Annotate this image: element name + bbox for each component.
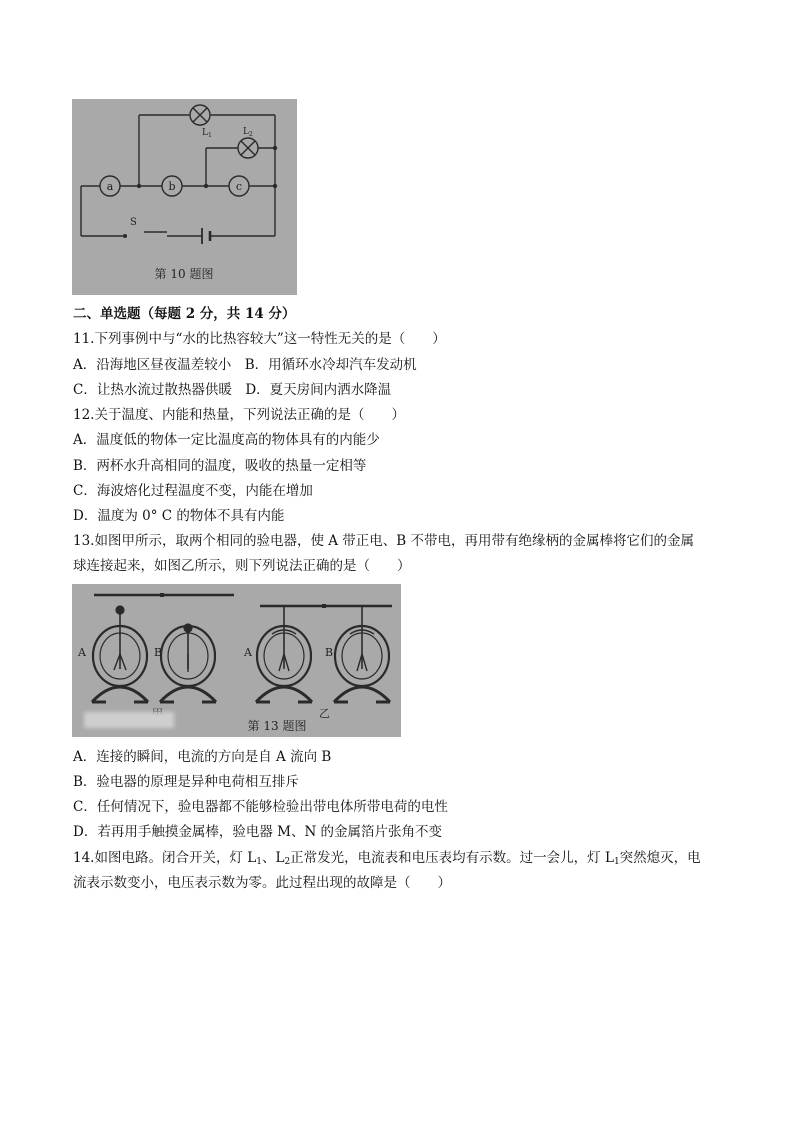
meter-c-label: c [235, 180, 243, 193]
label-yi: 乙 [319, 707, 330, 720]
circuit-diagram [72, 99, 297, 295]
figure-13-electroscopes [72, 584, 401, 737]
meter-b-label: b [168, 180, 176, 193]
q11-options-row-1: A．沿海地区昼夜温差较小 B．用循环水冷却汽车发动机 [73, 357, 417, 373]
q13-option-d: D．若再用手触摸金属棒，验电器 M、N 的金属箔片张角不变 [73, 824, 443, 840]
section-2-heading: 二、单选题（每题 2 分，共 14 分） [73, 306, 296, 322]
label-b-yi: B [325, 646, 334, 659]
label-b-jia: B [154, 646, 163, 659]
q13-option-b: B．验电器的原理是异种电荷相互排斥 [73, 774, 299, 790]
lamp-l1-label: $L_1$ [202, 128, 212, 139]
q14-stem-line-1: 14.如图电路。闭合开关，灯 $L_1$、$L_2$正常发光，电流表和电压表均有示数。过一会儿，灯 $L_1$突然熄灭，电 [73, 850, 701, 867]
q12-option-b: B．两杯水升高相同的温度，吸收的热量一定相等 [73, 458, 367, 474]
switch-s-label: S [130, 217, 137, 228]
q11-options-row-2: C．让热水流过散热器供暖 D．夏天房间内洒水降温 [73, 382, 392, 398]
figure-10-circuit [72, 99, 297, 295]
label-a-jia: A [78, 646, 86, 659]
q13-option-a: A．连接的瞬间，电流的方向是自 A 流向 B [73, 749, 332, 765]
q12-stem: 12.关于温度、内能和热量，下列说法正确的是（ ） [73, 407, 405, 423]
watermark-blur [84, 712, 174, 728]
label-a-yi: A [244, 646, 252, 659]
q14-stem-line-2: 流表示数变小，电压表示数为零。此过程出现的故障是（ ） [73, 875, 451, 891]
q13-stem-line-1: 13.如图甲所示，取两个相同的验电器，使 A 带正电、B 不带电，再用带有绝缘柄的金属棒将它们的金属 [73, 533, 695, 549]
lamp-l2-label: $L_2$ [243, 127, 253, 138]
q13-option-c: C．任何情况下，验电器都不能够检验出带电体所带电荷的电性 [73, 799, 448, 815]
figure-13-caption: 第 13 题图 [247, 719, 307, 733]
q12-option-d: D．温度为 0° C 的物体不具有内能 [73, 508, 285, 524]
q11-stem: 11.下列事例中与“水的比热容较大”这一特性无关的是（ ） [73, 331, 446, 347]
figure-10-caption: 第 10 题图 [154, 267, 214, 281]
q13-stem-line-2: 球连接起来，如图乙所示，则下列说法正确的是（ ） [73, 558, 411, 574]
q12-option-a: A．温度低的物体一定比温度高的物体具有的内能少 [73, 432, 380, 448]
meter-a-label: a [106, 180, 114, 193]
q12-option-c: C．海波熔化过程温度不变，内能在增加 [73, 483, 313, 499]
